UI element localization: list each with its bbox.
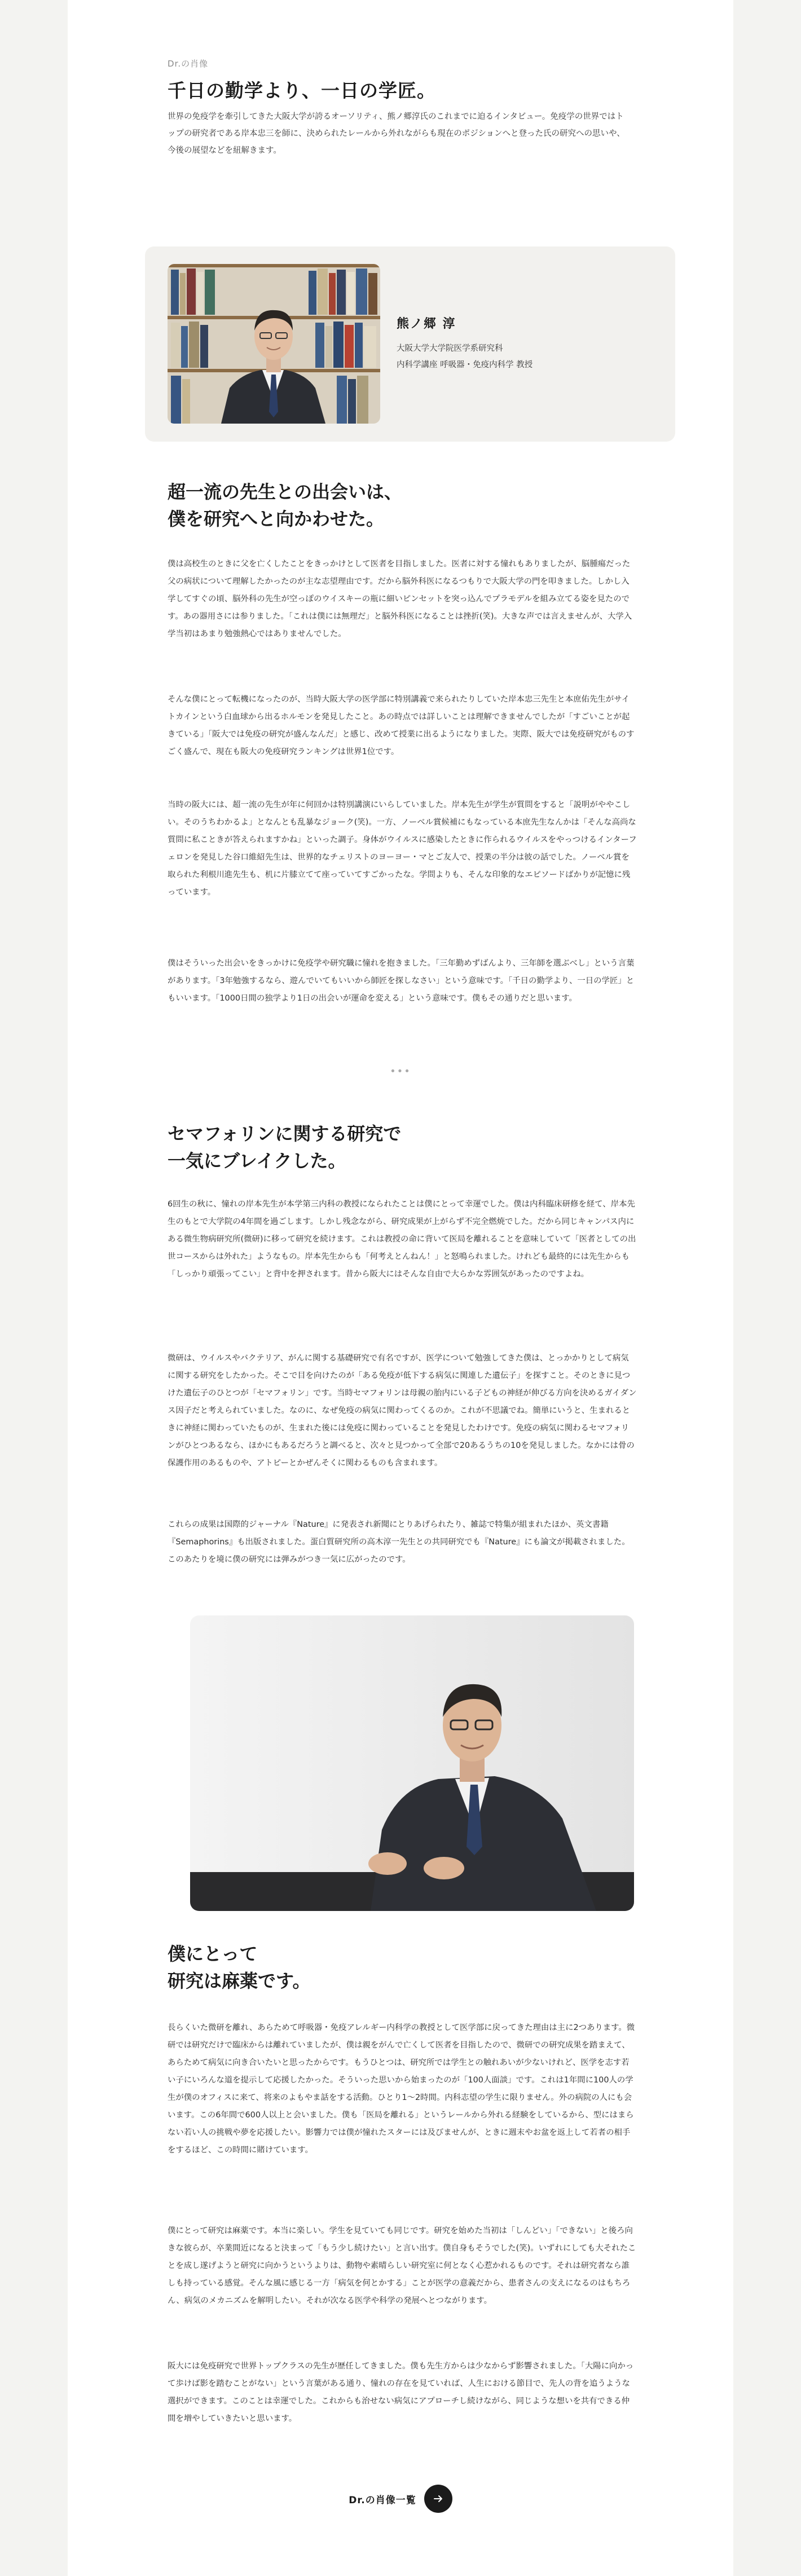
profile-name: 熊ノ郷 淳 [397, 317, 456, 331]
section-2-paragraph-2: 微研は、ウイルスやバクテリア、がんに関する基礎研究で有名ですが、医学について勉強してきた僕は、とっかかりとして病気に関する研究をしたかった。そこで目を向けたのが「ある免疫が低下する病気に関連した遺伝子」を探すこと。そのときに見つけた遺伝子のひとつが「セマフォリン」です。当時セマフォリンは母親の胎内にいる子どもの神経が伸びる方向を決めるガイダンス因子だと考えられていました。なのに、なぜ免疫の病気に関わってくるのか。これが不思議でね。簡単にいうと、生まれるときに神経に関わっていたものが、生まれた後には免疫に関わっていることを発見したわけです。免疫の病気に関わるセマフォリンがひとつあるなら、ほかにもあるだろうと調べると、次々と見つかって全部で20あるうちの10を発見しました。なかには骨の保護作用のあるものや、アトピーとかぜんそくに関わるものも含まれます。 [168, 1354, 637, 1468]
section-3-paragraph-1: 長らくいた微研を離れ、あらためて呼吸器・免疫アレルギー内科学の教授として医学部に戻ってきた理由は主に2つあります。微研では研究だけで臨床からは離れていましたが、僕は親をがんで亡くして医者を目指したので、微研での研究成果を踏まえて、あらためて病気に向き合いたいと思ったからです。もうひとつは、研究所では学生との触れあいが少ないけれど、医学を志す若い子にいろんな道を提示して応援したかった。そういった思いから始まったのが「100人面談」です。これは1年間に100人の学生が僕のオフィスに来て、将来のよもやま話をする活動。ひとり1～2時間。内科志望の学生に限りません。外の病院の人にも会います。この6年間で600人以上と会いました。僕も「医局を離れる」というレールから外れる経験をしているから、型にはまらない若い人の挑戦や夢を応援したい。影響力では僕が憧れたスターには及びませんが、ときに週末やお盆を返上して若者の相手をするほど、この時間に賭けています。 [168, 2023, 635, 2155]
section-heading-2 [168, 1120, 630, 1174]
profile-info [397, 314, 662, 373]
section-heading-3-line-2: 研究は麻薬です。 [168, 1970, 311, 1992]
series-label: Dr.の肖像 [168, 59, 209, 69]
back-to-list-link[interactable] [68, 2485, 733, 2513]
section-3-paragraph-3: 阪大には免疫研究で世界トップクラスの先生が歴任してきました。僕も先生方からは少なからず影響されました。「大陽に向かって歩けば影を踏むことがない」という言葉がある通り、憧れの存在を見ていれば、人生における節目で、先人の背を追うような選択ができます。このことは幸運でした。これからも治せない病気にアプローチし続けながら、同じような想いを共有できる仲間を増やしていきたいと思います。 [168, 2362, 634, 2423]
section-heading-3 [168, 1940, 630, 1994]
lead-text: 世界の免疫学を牽引してきた大阪大学が誇るオーソリティ、熊ノ郷淳氏のこれまでに迫るインタビュー。免疫学の世界ではトップの研究者である岸本忠三を師に、決められたレールから外れながらも現在のポジションへと登った氏の研究への思いや、今後の展望などを紐解きます。 [168, 112, 625, 155]
section-heading-2-line-1: セマフォリンに関する研究で [168, 1123, 402, 1144]
section-heading-1 [168, 478, 630, 532]
section-heading-2-line-2: 一気にブレイクした。 [168, 1150, 346, 1172]
section-3-paragraph-2: 僕にとって研究は麻薬です。本当に楽しい。学生を見ていても同じです。研究を始めた当初は「しんどい」「できない」と後ろ向きな彼らが、卒業間近になると決まって「もう少し続けたい」と言い出す。僕自身もそうでした(笑)。いずれにしても大それたことを成し遂げようと研究に向かうというよりは、動物や素晴らしい研究室に何となく心惹かれるものです。それは研究者なら誰しも持っている感覚。そんな風に感じる一方「病気を何とかする」ことが医学の意義だから、患者さんの支えになるのはもちろん、病気のメカニズムを解明したい。それが次なる医学や科学の発展へとつながります。 [168, 2226, 636, 2305]
section-2-paragraph-1: 6回生の秋に、憧れの岸本先生が本学第三内科の教授になられたことは僕にとって幸運でした。僕は内科臨床研修を経て、岸本先生のもとで大学院の4年間を過ごします。しかし残念ながら、研究成果が上がらず不完全燃焼でした。だから同じキャンパス内にある微生物病研究所(微研)に移って研究を続けます。これは教授の命に背いて医局を離れることを意味していて「医者としての出世コースからは外れた」ようなもの。岸本先生からも「何考えとんねん！」と怒鳴られました。けれども最終的には先生からも「しっかり頑張ってこい」と背中を押されます。昔から阪大にはそんな自由で大らかな雰囲気があったのですよね。 [168, 1200, 636, 1279]
profile-affiliation-line-2: 内科学講座 呼吸器・免疫内科学 教授 [397, 360, 533, 369]
section-2-paragraph-3: これらの成果は国際的ジャーナル『Nature』に発表され新聞にとりあげられたり、雑誌で特集が組まれたほか、英文書籍『Semaphorins』も出版されました。蛋白質研究所の高木淳一先生との共同研究でも『Nature』にも論文が掲載されました。このあたりを境に僕の研究には弾みがつき一気に広がったのです。 [168, 1520, 630, 1564]
section-1-paragraph-4: 僕はそういった出会いをきっかけに免疫学や研究職に憧れを抱きました。「三年勤めずばんより、三年師を選ぶべし」という言葉があります。「3年勉強するなら、遊んでいてもいいから師匠を探しなさい」という意味です。「千日の勤学より、一日の学匠」ともいいます。「1000日間の独学より1日の出会いが運命を変える」という意味です。僕もその通りだと思います。 [168, 959, 635, 1003]
section-1-paragraph-3: 当時の阪大には、超一流の先生が年に何回かは特別講演にいらしていました。岸本先生が学生が質問をすると「説明がややこしい。そのうちわかるよ」となんとも乱暴なジョーク(笑)。一方、ノーベル賞候補にもなっている本庶先生なんかは「そんな高尚な質問に私こときが答えられますかね」といった調子。身体がウイルスに感染したときに作られるウイルスをやっつけるインターフェロンを発見した谷口維紹先生は、世界的なチェリストのヨーヨー・マとご友人で、授業の半分は彼の話でした。ノーベル賞を取られた利根川進先生も、机に片膝立てて座っていてすごかったな。学問よりも、そんな印象的なエピソードばかりが記憶に残っています。 [168, 800, 637, 897]
section-heading-1-line-2: 僕を研究へと向かわせた。 [168, 508, 385, 530]
profile-affiliation-line-1: 大阪大学大学院医学系研究科 [397, 344, 503, 353]
arrow-right-icon[interactable] [424, 2485, 452, 2513]
back-to-list-label: Dr.の肖像一覧 [349, 2494, 416, 2506]
profile-photo [168, 264, 380, 424]
section-heading-1-line-1: 超一流の先生との出会いは、 [168, 481, 403, 503]
section-heading-3-line-1: 僕にとって [168, 1943, 258, 1965]
section-1-paragraph-2: そんな僕にとって転機になったのが、当時大阪大学の医学部に特別講義で来られたりしていた岸本忠三先生と本庶佑先生がサイトカインという白血球から出るホルモンを発見したこと。あの時点では詳しいことは理解できませんでしたが「すごいことが起きている」「阪大では免疫の研究が盛んなんだ」と感じ、改めて授業に出るようになりました。実際、阪大では免疫研究がものすごく盛んで、現在も阪大の免疫研究ランキングは世界1位です。 [168, 695, 635, 756]
section-divider: ••• [390, 1065, 411, 1077]
page-title: 千日の勤学より、一日の学匠。 [168, 80, 436, 102]
interview-photo [190, 1615, 634, 1911]
article-page [68, 0, 733, 2576]
section-1-paragraph-1: 僕は高校生のときに父を亡くしたことをきっかけとして医者を目指しました。医者に対する憧れもありましたが、脳腫瘍だった父の病状について理解したかったのが主な志望理由です。だから脳外科医になるつもりで大阪大学の門を叩きました。しかし入学してすぐの頃、脳外科の先生が空っぽのウイスキーの瓶に細いピンセットを突っ込んでプラモデルを組み立てる姿を見たのです。あの器用さには参りました。「これは僕には無理だ」と脳外科医になることは挫折(笑)。大きな声では言えませんが、大学入学当初はあまり勉強熱心ではありませんでした。 [168, 560, 632, 639]
profile-card [145, 246, 675, 442]
